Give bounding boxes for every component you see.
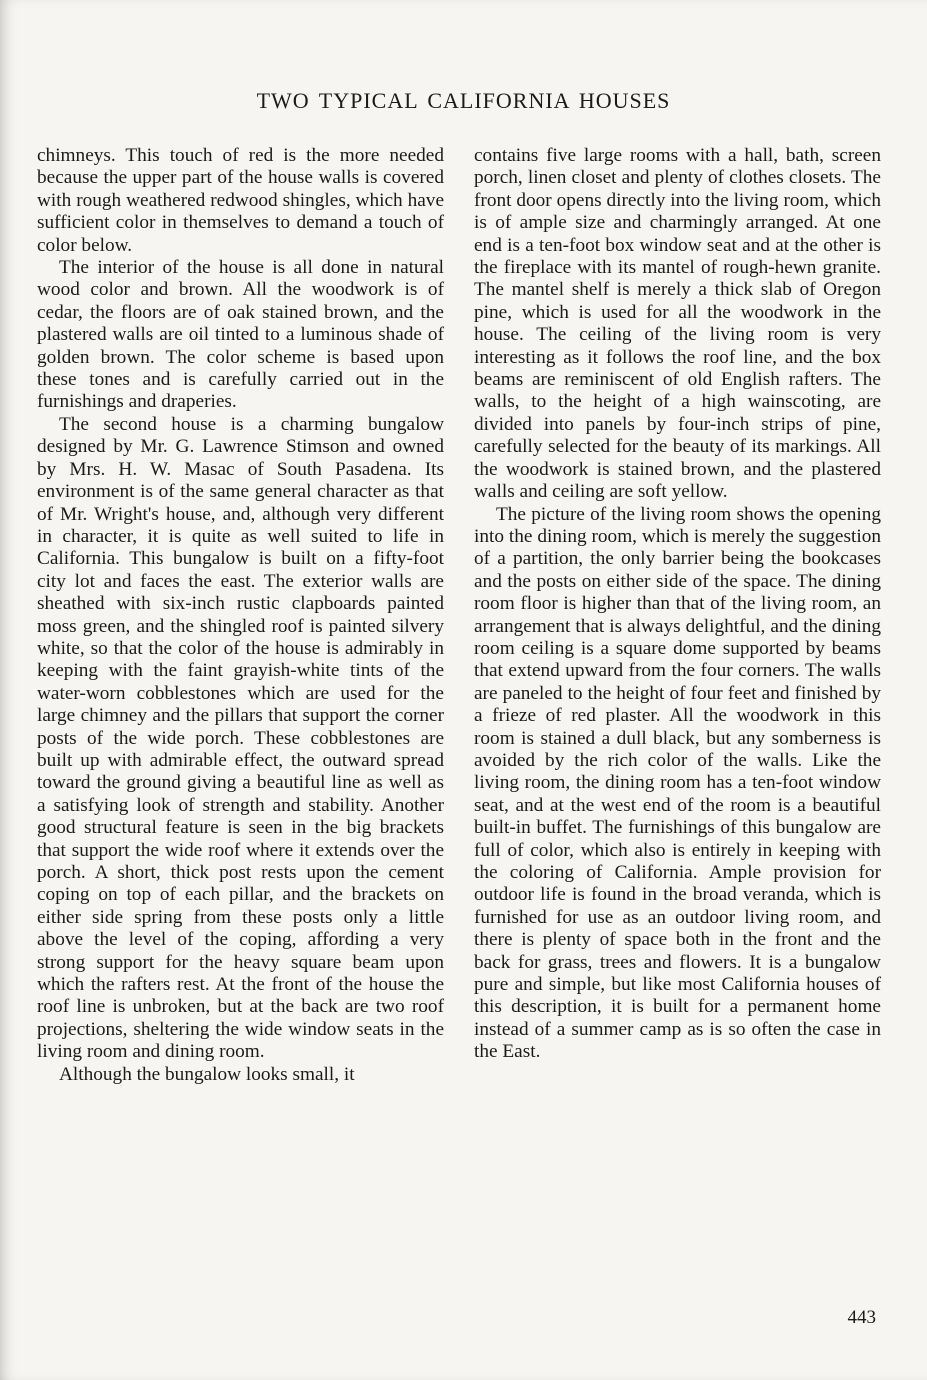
right-column [474, 145, 881, 1064]
paragraph: The interior of the house is all done in natural wood color and brown. All the woodwork is of cedar, the floors are of oak stained brown, and the plastered walls are oil tinted to a luminous shade of golden brown. The color scheme is based upon these tones and is carefully carried out in the furnishings and draperies. [37, 257, 444, 413]
left-column [37, 145, 444, 1086]
paragraph: The picture of the living room shows the opening into the dining room, which is merely the suggestion of a partition, the only barrier being the bookcases and the posts on either side of the space. The dining room floor is higher than that of the living room, an arrangement that is always delightful, and the dining room ceiling is a square dome supported by beams that extend upward from the four corners. The walls are paneled to the height of four feet and finished by a frieze of red plaster. All the woodwork in this room is stained a dull black, but any somberness is avoided by the rich color of the walls. Like the living room, the dining room has a ten-foot window seat, and at the west end of the room is a beautiful built-in buffet. The furnishings of this bungalow are full of color, which also is entirely in keeping with the coloring of California. Ample provision for outdoor life is found in the broad veranda, which is furnished for use as an outdoor living room, and there is plenty of space both in the front and the back for grass, trees and flowers. It is a bungalow pure and simple, but like most California houses of this description, it is built for a permanent home instead of a summer camp as is so often the case in the East. [474, 503, 881, 1063]
page-title: TWO TYPICAL CALIFORNIA HOUSES [256, 88, 671, 113]
paragraph: contains five large rooms with a hall, bath, screen porch, linen closet and plenty of clothes closets. The front door opens directly into the living room, which is of ample size and charmingly arranged. At one end is a ten-foot box window seat and at the other is the fireplace with its mantel of rough-hewn granite. The mantel shelf is merely a thick slab of Oregon pine, which is used for all the woodwork in the house. The ceiling of the living room is very interesting as it follows the roof line, and the box beams are reminiscent of old English rafters. The walls, to the height of a high wainscoting, are divided into panels by four-inch strips of pine, carefully selected for the beauty of its markings. All the woodwork is stained brown, and the plastered walls and ceiling are soft yellow. [474, 145, 881, 503]
page-number: 443 [847, 1307, 876, 1328]
paragraph: chimneys. This touch of red is the more needed because the upper part of the house walls is covered with rough weathered redwood shingles, which have sufficient color in themselves to demand a touch of color below. [37, 145, 444, 256]
paragraph: The second house is a charming bungalow designed by Mr. G. Lawrence Stimson and owned by Mrs. H. W. Masac of South Pasadena. Its environment is of the same general character as that of Mr. Wright's house, and, although very different in character, it is quite as well suited to life in California. This bungalow is built on a fifty-foot city lot and faces the east. The exterior walls are sheathed with six-inch rustic clapboards painted moss green, and the shingled roof is painted silvery white, so that the color of the house is admirably in keeping with the faint grayish-white tints of the water-worn cobblestones which are used for the large chimney and the pillars that support the corner posts of the wide porch. These cobblestones are built up with admirable effect, the outward spread toward the ground giving a beautiful line as well as a satisfying look of strength and stability. Another good structural feature is seen in the big brackets that support the wide roof where it extends over the porch. A short, thick post rests upon the cement coping on top of each pillar, and the brackets on either side spring from these posts only a little above the level of the coping, affording a very strong support for the heavy square beam upon which the rafters rest. At the front of the house the roof line is unbroken, but at the back are two roof projections, sheltering the wide window seats in the living room and dining room. [37, 413, 444, 1063]
paragraph: Although the bungalow looks small, it [59, 1063, 355, 1085]
